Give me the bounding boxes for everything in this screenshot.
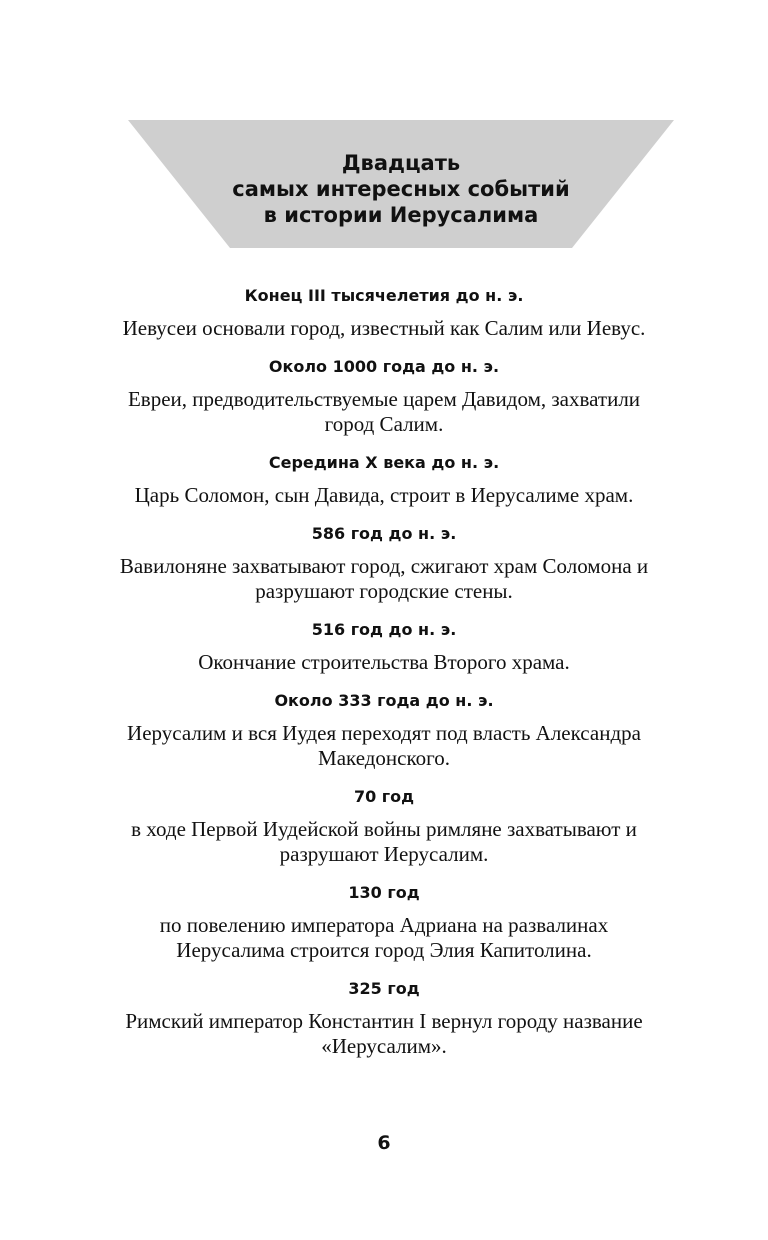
event-date: Середина X века до н. э.	[268, 453, 500, 472]
event-item	[112, 785, 656, 867]
event-item	[112, 522, 656, 604]
event-date: 130 год	[348, 883, 420, 902]
event-date: 70 год	[353, 787, 415, 806]
event-item	[112, 689, 656, 771]
event-text: в ходе Первой Иудейской войны римляне захватывают и разрушают Иерусалим.	[131, 817, 637, 866]
event-text: Окончание строительства Второго храма.	[198, 650, 570, 674]
event-date: Около 333 года до н. э.	[274, 691, 494, 710]
event-date: 586 год до н. э.	[311, 524, 457, 543]
event-date: Конец III тысячелетия до н. э.	[244, 286, 524, 305]
page-title	[128, 150, 674, 228]
event-item	[112, 355, 656, 437]
event-text: Римский император Константин I вернул городу название «Иерусалим».	[125, 1009, 643, 1058]
event-text: Евреи, предводительствуемые царем Давидом, захватили город Салим.	[127, 387, 641, 436]
event-item	[112, 618, 656, 675]
event-item	[112, 977, 656, 1059]
event-text: Иерусалим и вся Иудея переходят под власть Александра Македонского.	[127, 721, 641, 770]
event-text: Вавилоняне захватывают город, сжигают храм Соломона и разрушают городские стены.	[119, 554, 649, 603]
event-date: 325 год	[348, 979, 420, 998]
event-text: по повелению императора Адриана на развалинах Иерусалима строится город Элия Капитолина.	[159, 913, 609, 962]
title-banner	[128, 120, 674, 248]
page-number: 6	[377, 1132, 391, 1154]
event-item	[112, 451, 656, 508]
page-title-line: в истории Иерусалима	[263, 203, 539, 227]
event-text: Иевусеи основали город, известный как Салим или Иевус.	[122, 316, 646, 340]
event-date: 516 год до н. э.	[311, 620, 457, 639]
page-title-line: самых интересных событий	[232, 177, 570, 201]
event-date: Около 1000 года до н. э.	[268, 357, 500, 376]
event-text: Царь Соломон, сын Давида, строит в Иерусалиме храм.	[134, 483, 634, 507]
event-item	[112, 284, 656, 341]
events-list	[112, 284, 656, 1073]
event-item	[112, 881, 656, 963]
page-title-line: Двадцать	[341, 151, 461, 175]
